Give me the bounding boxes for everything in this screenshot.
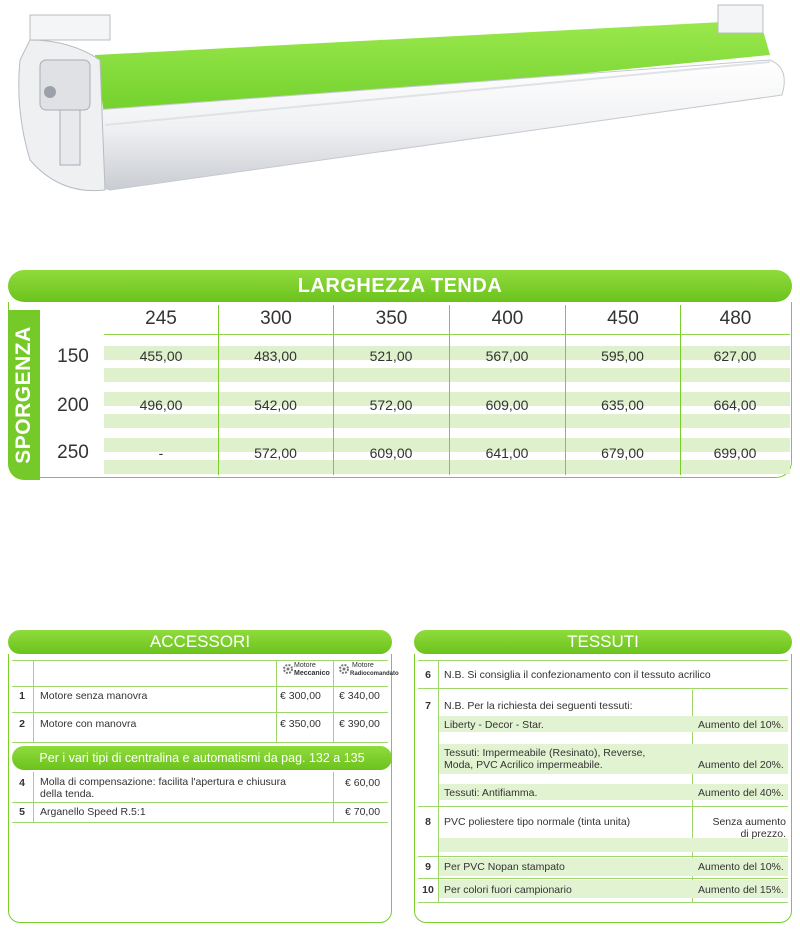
price-cell: 455,00 [139, 348, 183, 364]
fabric-note: N.B. Per la richiesta dei seguenti tessuti: [444, 700, 633, 712]
divider [12, 742, 388, 743]
item-number: 6 [425, 669, 431, 681]
divider [12, 686, 388, 687]
item-description-cont: della tenda. [40, 788, 95, 800]
price-cell: 609,00 [485, 397, 529, 413]
price-increase-cont: di prezzo. [740, 828, 786, 840]
item-price-mech: € 350,00 [280, 718, 321, 730]
price-table-title: LARGHEZZA TENDA [8, 270, 792, 302]
row-band [104, 368, 790, 382]
divider [12, 822, 388, 823]
divider [418, 856, 788, 857]
projection-label: SPORGENZA [12, 326, 35, 464]
price-increase: Senza aumento [712, 816, 786, 828]
item-number: 2 [19, 718, 25, 730]
width-header: 300 [218, 305, 333, 333]
item-price-radio: € 340,00 [339, 690, 380, 702]
price-cell: 635,00 [601, 397, 644, 413]
price-cell: 572,00 [369, 397, 413, 413]
price-cell: 641,00 [485, 445, 529, 461]
projection-value: 150 [57, 346, 89, 367]
item-number: 9 [425, 861, 431, 873]
price-cell: 595,00 [601, 348, 644, 364]
projection-side-label [8, 310, 40, 480]
awning-cassette-image [0, 0, 800, 230]
automation-info-banner: Per i vari tipi di centralina e automatismi da pag. 132 a 135 [12, 746, 392, 770]
divider [333, 772, 334, 822]
divider [418, 806, 788, 807]
fabric-type: Per PVC Nopan stampato [444, 861, 565, 873]
price-increase: Aumento del 15%. [698, 884, 784, 896]
divider [12, 802, 388, 803]
mech-header-bottom: Meccanico [294, 670, 330, 677]
divider [418, 878, 788, 879]
width-header: 245 [145, 308, 177, 329]
price-increase: Aumento del 10%. [698, 861, 784, 873]
item-description: Motore senza manovra [40, 690, 148, 702]
fabric-note: N.B. Si consiglia il confezionamento con il tessuto acrilico [444, 669, 711, 681]
price-cell: 542,00 [254, 397, 297, 413]
item-number: 1 [19, 690, 25, 702]
fabric-type: PVC poliestere tipo normale (tinta unita) [444, 816, 631, 828]
row-band [104, 414, 790, 428]
item-description: Arganello Speed R.5:1 [40, 806, 146, 818]
divider [418, 688, 788, 689]
price-increase: Aumento del 40%. [698, 787, 784, 799]
divider [418, 902, 788, 903]
fabric-type-cont: Moda, PVC Acrilico impermeabile. [444, 759, 603, 771]
projection-value: 200 [57, 395, 89, 416]
tessuti-title: TESSUTI [414, 630, 792, 654]
divider [12, 712, 388, 713]
item-number: 7 [425, 700, 431, 712]
item-price-mech: € 300,00 [280, 690, 321, 702]
price-cell: 679,00 [601, 445, 644, 461]
divider [12, 660, 388, 661]
divider [418, 660, 788, 661]
item-description: Motore con manovra [40, 718, 137, 730]
price-cell: 609,00 [369, 445, 413, 461]
fabric-type: Tessuti: Antifiamma. [444, 787, 538, 799]
item-price: € 70,00 [345, 806, 381, 818]
price-cell: 664,00 [713, 397, 757, 413]
item-number: 4 [19, 777, 25, 789]
price-cell: 483,00 [254, 348, 297, 364]
price-cell: 627,00 [713, 348, 757, 364]
divider [33, 772, 34, 822]
price-cell: 496,00 [139, 397, 183, 413]
price-increase: Aumento del 10%. [698, 719, 784, 731]
projection-value: 250 [57, 442, 89, 463]
radio-gear-icon [338, 663, 350, 675]
divider [33, 660, 34, 742]
width-header: 350 [333, 305, 449, 333]
item-price-radio: € 390,00 [339, 718, 380, 730]
accessori-title: ACCESSORI [8, 630, 392, 654]
divider [276, 660, 277, 742]
fabric-type: Liberty - Decor - Star. [444, 719, 544, 731]
price-increase: Aumento del 20%. [698, 759, 784, 771]
width-header: 450 [565, 305, 680, 333]
fabric-type: Per colori fuori campionario [444, 884, 572, 896]
item-description: Molla di compensazione: facilita l'apertura e chiusura [40, 776, 286, 788]
divider [333, 660, 334, 742]
price-cell: 521,00 [369, 348, 413, 364]
radio-header-bottom: Radiocomandato [350, 671, 399, 677]
item-number: 5 [19, 806, 25, 818]
item-number: 8 [425, 816, 431, 828]
price-cell: - [158, 445, 164, 461]
fabric-type: Tessuti: Impermeabile (Resinato), Reverse, [444, 747, 646, 759]
width-header: 480 [680, 305, 790, 333]
price-cell: 567,00 [485, 348, 529, 364]
width-header: 400 [449, 305, 565, 333]
item-number: 10 [422, 884, 434, 896]
price-cell: 572,00 [254, 445, 297, 461]
radio-header-top: Motore [352, 662, 374, 669]
row-band [439, 838, 788, 852]
item-price: € 60,00 [345, 777, 381, 789]
gear-icon [282, 663, 294, 675]
price-cell: 699,00 [713, 445, 757, 461]
header-divider [104, 334, 790, 335]
mech-header-top: Motore [294, 662, 316, 669]
